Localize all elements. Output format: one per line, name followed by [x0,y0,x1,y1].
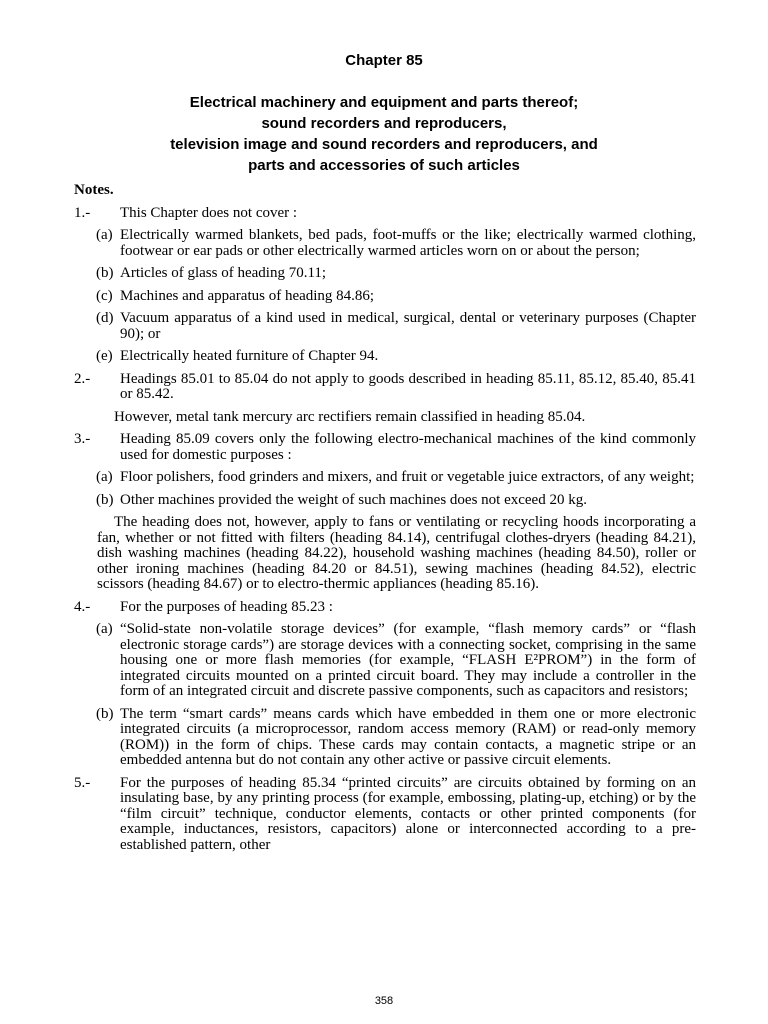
chapter-title [100,92,668,176]
note-3-item-b [74,493,696,509]
note-1-item-d [74,311,696,342]
item-text: Electrically heated furniture of Chapter 94. [120,348,379,364]
item-text: Electrically warmed blankets, bed pads, foot-muffs or the like; electrically warmed clothing, footwear or ear pads or other electrically warmed articles worn on or about the person; [120,227,696,259]
item-text: Floor polishers, food grinders and mixers, and fruit or vegetable juice extractors, of any weight; [120,469,695,485]
note-1-item-c [74,289,696,305]
notes-body [74,183,696,860]
note-number: 3.- [74,431,91,447]
note-3-paragraph: The heading does not, however, apply to fans or ventilating or recycling hoods incorporating a fan, whether or not fitted with filters (heading 84.14), centrifugal clothes-dryers (heading 84.21), dish washing machines (heading 84.22), household washing machines (heading 84.50), roller or other ironing machines (heading 84.20 or 84.51), sewing machines (heading 84.52), electric scissors (heading 84.67) or to electro-thermic appliances (heading 85.16). [97,514,696,592]
item-label: (a) [96,621,113,637]
item-label: (a) [96,469,113,485]
note-5 [74,776,696,854]
item-text: Other machines provided the weight of such machines does not exceed 20 kg. [120,491,587,508]
note-4-item-b [74,707,696,769]
note-text: Heading 85.09 covers only the following electro-mechanical machines of the kind commonly used for domestic purposes : [120,431,696,463]
note-3 [74,432,696,463]
item-label: (e) [96,348,113,364]
item-label: (b) [96,265,114,281]
note-2-paragraph: However, metal tank mercury arc rectifiers remain classified in heading 85.04. [114,408,586,425]
note-4 [74,600,696,616]
note-1 [74,206,696,222]
note-1-item-b [74,266,696,282]
item-text: Vacuum apparatus of a kind used in medical, surgical, dental or veterinary purposes (Chapter 90); or [120,310,696,342]
item-label: (c) [96,287,113,304]
item-text: “Solid-state non-volatile storage devices” (for example, “flash memory cards” or “flash electronic storage cards”) are storage devices with a connecting socket, comprising in the same housing one or more flash memories (for example, “FLASH E²PROM”) in the form of integrated circuits mounted on a printed circuit board. They may include a controller in the form of an integrated circuit and discrete passive components, such as capacitors and resistors; [120,621,696,699]
note-1-item-a [74,228,696,259]
chapter-title-line: television image and sound recorders and reproducers, and [170,136,598,153]
item-text: Articles of glass of heading 70.11; [120,265,327,281]
note-number: 4.- [74,598,91,615]
note-2 [74,372,696,403]
chapter-title-line: sound recorders and reproducers, [261,115,507,132]
note-text: For the purposes of heading 85.23 : [120,598,333,615]
chapter-title-line: parts and accessories of such articles [248,157,520,174]
note-4-item-a [74,622,696,700]
note-text: This Chapter does not cover : [120,204,298,221]
note-1-item-e [74,349,696,365]
item-text: Machines and apparatus of heading 84.86; [120,287,375,304]
note-number: 2.- [74,370,91,387]
note-number: 1.- [74,204,91,221]
item-label: (d) [96,310,114,326]
item-label: (b) [96,705,114,722]
note-text: Headings 85.01 to 85.04 do not apply to goods described in heading 85.11, 85.12, 85.40, 85.41 or 85.42. [120,370,696,402]
chapter-title-line: Electrical machinery and equipment and parts thereof; [189,94,579,111]
note-3-item-a [74,470,696,486]
item-label: (b) [96,491,114,508]
chapter-heading: Chapter 85 [345,52,423,69]
notes-heading: Notes. [74,182,114,198]
page-number: 358 [374,995,394,1007]
item-label: (a) [96,227,113,243]
item-text: The term “smart cards” means cards which have embedded in them one or more electronic integrated circuits (a microprocessor, random access memory (RAM) or read-only memory (ROM)) in the form of chips. These cards may contain contacts, a magnetic stripe or an embedded antenna but do not contain any other active or passive circuit elements. [120,705,696,768]
note-number: 5.- [74,774,91,791]
note-text: For the purposes of heading 85.34 “printed circuits” are circuits obtained by forming on an insulating base, by any printing process (for example, embossing, plating-up, etching) or by the “film circuit” technique, conductor elements, contacts or other printed components (for example, inductances, resistors, capacitors) alone or interconnected according to a pre-established pattern, other [120,774,696,853]
